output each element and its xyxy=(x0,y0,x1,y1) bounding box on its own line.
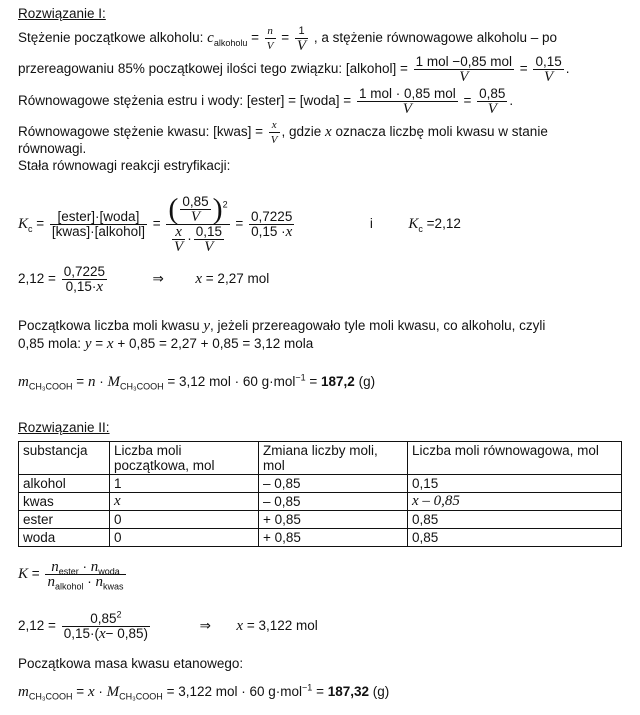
table-cell: x – 0,85 xyxy=(408,493,622,511)
table-header: Liczba moli początkowa, mol xyxy=(110,442,259,475)
mass-result-2: $m_{CH_3COOH} = x \cdot M_{CH_3COOH} = 3,122$ mol · 60 g·mol$^{-1}$ = 187,32 (g) xyxy=(18,682,390,702)
table-cell: – 0,85 xyxy=(259,475,408,493)
line-alcohol-equilibrium: przereagowaniu 85% początkowej ilości tego związku: [alkohol] = $\frac{\text{1 mol −0,85 mol}}{V}$ = $\frac{0,15}{V}$ . xyxy=(18,54,570,85)
table-cell: 0,15 xyxy=(408,475,622,493)
table-row xyxy=(19,511,622,529)
equation-solve-x: 2,12 = $\frac{0,7225}{0,15\cdot x}$ ⇒ x = 2,27 mol xyxy=(18,264,270,295)
k-definition: K = $\frac{n_{ester} \cdot n_{woda}}{n_{alkohol} \cdot n_{kwas}}$ xyxy=(18,559,124,592)
solution-1-title: Rozwiązanie I: xyxy=(18,6,106,21)
line-initial-acid-moles: Początkowa liczba moli kwasu y, jeżeli przereagowało tyle moli kwasu, co alkoholu, czyli xyxy=(18,318,546,334)
table-row xyxy=(19,529,622,547)
solution-2-title: Rozwiązanie II: xyxy=(18,420,110,435)
line-acid-moles-calc: 0,85 mola: y = x + 0,85 = 2,27 + 0,85 = 3,12 mola xyxy=(18,336,314,352)
line-equilibrium-word: równowagi. xyxy=(18,141,87,156)
table-cell: 0 xyxy=(110,529,259,547)
line-constant-heading: Stała równowagi reakcji estryfikacji: xyxy=(18,158,231,173)
kc-equation: $K_c$ = $\frac{\text{[ester]·[woda]}}{\text{[kwas]·[alkohol]}}$ = ( $\frac{0,85}{V}$ )$^2$ $\frac{x}{V}$ · $\frac{0,15}{V}$ = $\frac{0,7225}{0,15 \cdot x}$ i $K_c =2,12$ xyxy=(18,192,461,255)
table-header: substancja xyxy=(19,442,110,475)
line-initial-mass-heading: Początkowa masa kwasu etanowego: xyxy=(18,656,244,671)
line-initial-alcohol-concentration: Stężenie początkowe alkoholu: $c_{alkoholu}$ = $\frac{n}{V}$ = $\frac{1}{V}$ , a stężenie równowagowe alkoholu – po xyxy=(18,25,558,54)
table-header: Zmiana liczby moli, mol xyxy=(259,442,408,475)
table-cell: – 0,85 xyxy=(259,493,408,511)
line-ester-water-equilibrium: Równowagowe stężenia estru i wody: [ester] = [woda] = $\frac{\text{1 mol · 0,85 mol}}{V}$ = $\frac{0,85}{V}$ . xyxy=(18,86,514,117)
table-cell: 0,85 xyxy=(408,529,622,547)
table-cell: 0 xyxy=(110,511,259,529)
moles-table xyxy=(18,441,622,547)
table-cell: kwas xyxy=(19,493,110,511)
table-cell: alkohol xyxy=(19,475,110,493)
line-acid-equilibrium: Równowagowe stężenie kwasu: [kwas] = $\frac{x}{V}$ , gdzie x oznacza liczbę moli kwasu w stanie xyxy=(18,119,548,146)
table-row xyxy=(19,493,622,511)
table-cell: + 0,85 xyxy=(259,511,408,529)
table-header-row xyxy=(19,442,622,475)
table-row xyxy=(19,475,622,493)
table-cell: x xyxy=(110,493,259,511)
table-cell: 0,85 xyxy=(408,511,622,529)
table-cell: ester xyxy=(19,511,110,529)
table-cell: woda xyxy=(19,529,110,547)
equation-solve-x-2: 2,12 = $\frac{0,85^2}{0,15\cdot(x- 0,85)}$ ⇒ x = 3,122 mol xyxy=(18,609,318,642)
table-cell: 1 xyxy=(110,475,259,493)
mass-result-1: $m_{CH_3COOH} = n \cdot M_{CH_3COOH} = 3,12$ mol · 60 g·mol$^{-1}$ = 187,2 (g) xyxy=(18,372,376,392)
table-cell: + 0,85 xyxy=(259,529,408,547)
table-header: Liczba moli równowagowa, mol xyxy=(408,442,622,475)
